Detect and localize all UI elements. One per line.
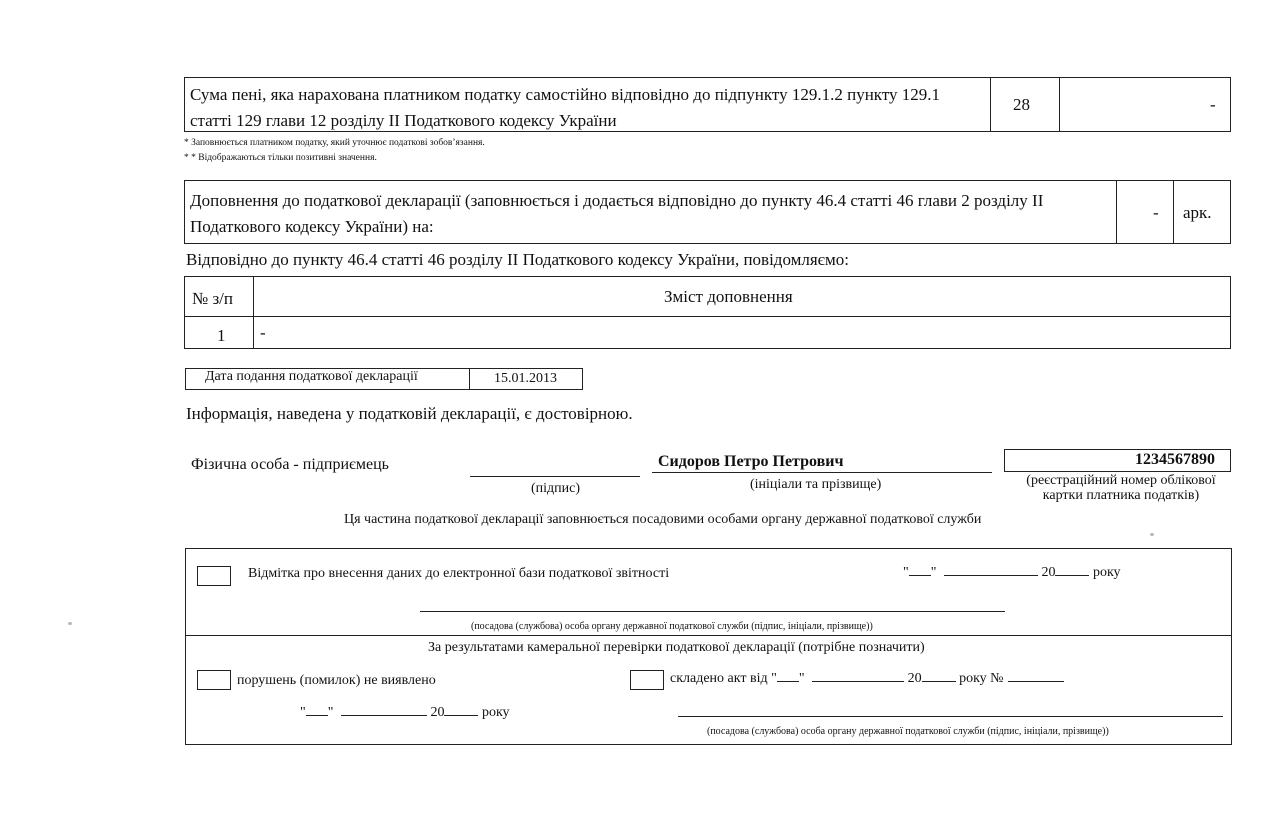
- supplement-value: -: [1153, 203, 1159, 222]
- table-header-num: № з/п: [192, 289, 234, 308]
- officials-note: Ця частина податкової декларації заповнюється посадовими особами органу державної податкової служби: [344, 512, 982, 527]
- signer-name: Сидоров Петро Петрович: [658, 453, 844, 470]
- year-prefix: 20: [1041, 565, 1056, 580]
- scan-speck: [68, 622, 72, 625]
- submission-date: 15.01.2013: [494, 371, 557, 386]
- no-violations-checkbox[interactable]: [197, 670, 231, 690]
- signer-role: Фізична особа - підприємець: [191, 456, 389, 473]
- name-caption: (ініціали та прізвище): [750, 477, 882, 492]
- reg-number: 1234567890: [1135, 451, 1215, 468]
- submission-label: Дата подання податкової декларації: [205, 369, 418, 384]
- penalty-code: 28: [1013, 95, 1030, 114]
- no-violations-label: порушень (помилок) не виявлено: [237, 673, 436, 688]
- signature-line: [470, 476, 640, 477]
- db-mark-label: Відмітка про внесення даних до електронної бази податкової звітності: [248, 566, 670, 581]
- notice-text: Відповідно до пункту 46.4 статті 46 розділу ІІ Податкового кодексу України, повідомляємо:: [186, 250, 849, 269]
- date-quote-open: ": [903, 565, 909, 580]
- audit-heading: За результатами камеральної перевірки податкової декларації (потрібне позначити): [428, 640, 925, 655]
- name-line: [652, 472, 992, 473]
- table-cell-num: 1: [217, 326, 226, 345]
- act-drawn: складено акт від " " 20 року №: [670, 671, 1064, 687]
- date-quote-close: ": [930, 565, 937, 580]
- official-signature-line: [420, 611, 1005, 612]
- bottom-caption: (посадова (службова) особа органу державної податкової служби (підпис, ініціали, прізвище)): [707, 726, 1109, 737]
- bottom-date: " " 20 року: [300, 705, 510, 720]
- bottom-signature-line: [678, 716, 1223, 717]
- reliability-text: Інформація, наведена у податковій декларації, є достовірною.: [186, 404, 633, 423]
- db-mark-checkbox[interactable]: [197, 566, 231, 586]
- footnote-2: * * Відображаються тільки позитивні значення.: [184, 153, 377, 163]
- footnote-1: * Заповнюється платником податку, який уточнює податкові зобов’язання.: [184, 138, 485, 148]
- penalty-text: Сума пені, яка нарахована платником податку самостійно відповідно до підпункту 129.1.2 пункту 129.1 статті 129 глави 12 розділу ІІ Податкового кодексу України: [190, 85, 941, 130]
- scan-speck: [1150, 533, 1154, 536]
- supplement-unit: арк.: [1183, 203, 1212, 222]
- year-word: року: [1092, 565, 1121, 580]
- supplement-text: Доповнення до податкової декларації (заповнюється і додається відповідно до пункту 46.4 статті 46 глави 2 розділу ІІ Податкового кодексу України) на:: [190, 191, 1044, 236]
- reg-caption: (реєстраційний номер облікової картки платника податків): [1026, 473, 1216, 503]
- signature-caption: (підпис): [531, 481, 581, 496]
- act-drawn-checkbox[interactable]: [630, 670, 664, 690]
- act-year-word: року №: [959, 671, 1004, 686]
- db-date: [903, 565, 1121, 581]
- table-cell-content: -: [260, 323, 266, 342]
- official-caption: (посадова (службова) особа органу державної податкової служби (підпис, ініціали, прізвище)): [471, 621, 873, 632]
- table-header-content: Зміст доповнення: [664, 287, 793, 306]
- penalty-value: -: [1210, 95, 1216, 114]
- act-drawn-label: складено акт від ": [670, 671, 777, 686]
